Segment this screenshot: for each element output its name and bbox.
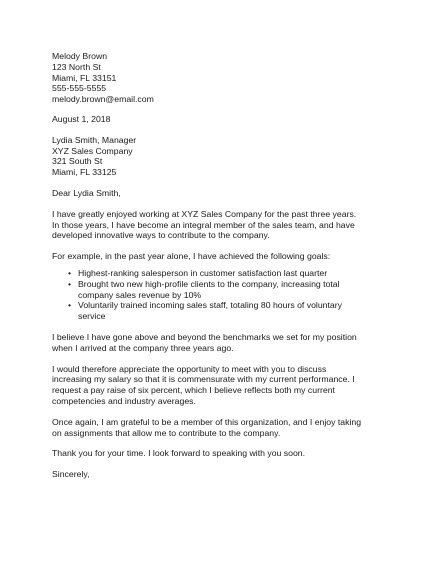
paragraph-line: Once again, I am grateful to be a member of this organization, and I enjoy taking (52, 416, 362, 427)
paragraph-line: developed innovative ways to contribute to the company. (52, 230, 270, 241)
salutation: Dear Lydia Smith, (52, 187, 121, 198)
paragraph-request (52, 364, 392, 407)
paragraph-goals-intro: For example, in the past year alone, I have achieved the following goals: (52, 251, 331, 262)
sender-street: 123 North St (52, 61, 101, 72)
sender-city: Miami, FL 33151 (52, 72, 117, 83)
paragraph-benchmarks (52, 332, 392, 354)
list-item-line: service (78, 311, 106, 322)
sender-phone: 555-555-5555 (52, 83, 107, 94)
list-item-line: • Voluntarily trained incoming sales staff, totaling 80 hours of voluntary (78, 300, 342, 311)
paragraph-line: on assignments that allow me to contribute to the company. (52, 427, 281, 438)
sender-name: Melody Brown (52, 51, 108, 61)
paragraph-intro (52, 209, 392, 241)
sender-email: melody.brown@email.com (52, 94, 154, 105)
paragraph-line: when I arrived at the company three years ago. (52, 342, 234, 353)
paragraph-line: request a pay raise of six percent, which I believe reflects both my current (52, 385, 335, 396)
recipient-street: 321 South St (52, 156, 103, 167)
paragraph-line: I would therefore appreciate the opportunity to meet with you to discuss (52, 363, 327, 374)
list-item (70, 300, 392, 322)
paragraph-gratitude (52, 417, 392, 439)
list-item (70, 268, 392, 279)
list-item (70, 279, 392, 301)
paragraph-line: I believe I have gone above and beyond the benchmarks we set for my position (52, 331, 357, 342)
paragraph-thanks: Thank you for your time. I look forward to speaking with you soon. (52, 448, 306, 459)
recipient-block (52, 135, 392, 178)
recipient-name: Lydia Smith, Manager (52, 134, 137, 145)
sender-block (52, 51, 392, 105)
goals-list (52, 268, 392, 322)
paragraph-line: increasing my salary so that it is commensurate with my current performance. I (52, 374, 355, 385)
letter-date: August 1, 2018 (52, 113, 111, 124)
letter (52, 51, 392, 480)
list-item-line: • Brought two new high-profile clients to the company, increasing total (78, 278, 340, 289)
list-item-line: company sales revenue by 10% (78, 289, 202, 300)
paragraph-line: competencies and industry averages. (52, 395, 196, 406)
paragraph-line: I have greatly enjoyed working at XYZ Sales Company for the past three years. (52, 208, 357, 219)
recipient-company: XYZ Sales Company (52, 145, 133, 156)
paragraph-line: In those years, I have become an integral member of the sales team, and have (52, 219, 355, 230)
recipient-city: Miami, FL 33125 (52, 167, 117, 178)
list-item-line: • Highest-ranking salesperson in customer satisfaction last quarter (78, 267, 328, 278)
closing: Sincerely, (52, 469, 90, 480)
